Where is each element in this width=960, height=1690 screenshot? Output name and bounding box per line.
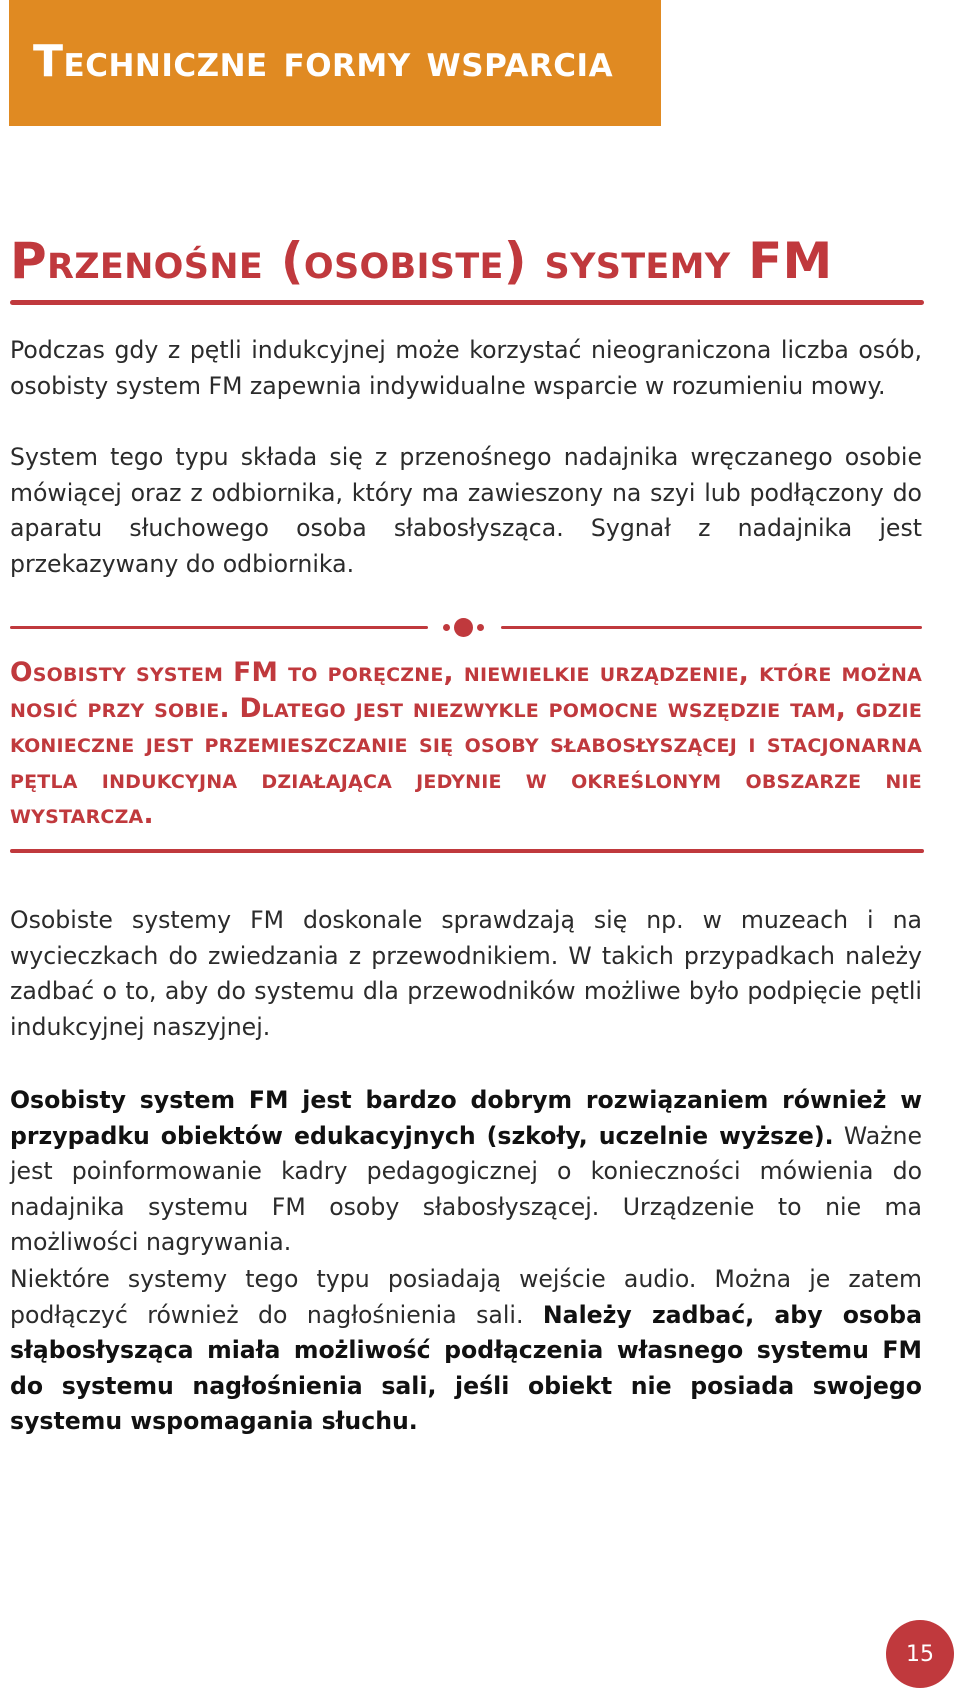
- paragraph-intro: Podczas gdy z pętli indukcyjnej może korzystać nieograniczona liczba osób, osobisty system FM zapewnia indywidualne wsparcie w rozumieniu mowy.: [10, 336, 922, 400]
- paragraph-education: [10, 1083, 922, 1261]
- page-number: 15: [906, 1641, 934, 1667]
- audio-regular-text: Niektóre systemy tego typu posiadają wejście audio. Można je zatem podłączyć również do nagłośnienia sali.: [10, 1265, 922, 1329]
- highlight-callout: Osobisty system FM to poręczne, niewielkie urządzenie, które można nosić przy sobie. Dlatego jest niezwykle pomocne wszędzie tam, gdzie konieczne jest przemieszczanie się osoby słabosłyszącej i stacjonarna pętla indukcyjna działająca jedynie w określonym obszarze nie wystarcza.: [10, 657, 922, 830]
- page-number-badge: [886, 1620, 954, 1688]
- paragraph-system-description: System tego typu składa się z przenośnego nadajnika wręczanego osobie mówiącej oraz z odbiornika, który ma zawieszony na szyi lub podłączony do aparatu słuchowego osoba słabosłysząca. Sygnał z nadajnika jest przekazywany do odbiornika.: [10, 443, 922, 578]
- chapter-title: Techniczne formy wsparcia: [33, 36, 614, 87]
- education-regular-text: Ważne jest poinformowanie kadry pedagogicznej o konieczności mówienia do nadajnika systemu FM osoby słabosłyszącej. Urządzenie to nie ma możliwości nagrywania.: [10, 1121, 923, 1256]
- paragraph-audio-input: [10, 1262, 922, 1440]
- paragraph-museums: Osobiste systemy FM doskonale sprawdzają się np. w muzeach i na wycieczkach do zwiedzania z przewodnikiem. W takich przypadkach należy zadbać o to, aby do systemu dla przewodników możliwe było podpięcie pętli indukcyjnej naszyjnej.: [10, 906, 922, 1041]
- callout-bottom-rule: [10, 849, 924, 853]
- education-bold-text: Osobisty system FM jest bardzo dobrym rozwiązaniem również w przypadku obiektów edukacyjnych (szkoły, uczelnie wyższe).: [10, 1086, 922, 1150]
- section-title-rule: [10, 300, 924, 305]
- ornamental-divider: [10, 617, 922, 637]
- audio-bold-text: Należy zadbać, aby osoba słąbosłysząca miała możliwość podłączenia własnego systemu FM do systemu nagłośnienia sali, jeśli obiekt nie posiada swojego systemu wspomagania słuchu.: [10, 1300, 922, 1435]
- section-title: Przenośne (osobiste) systemy FM: [10, 232, 833, 290]
- chapter-banner: [9, 0, 661, 126]
